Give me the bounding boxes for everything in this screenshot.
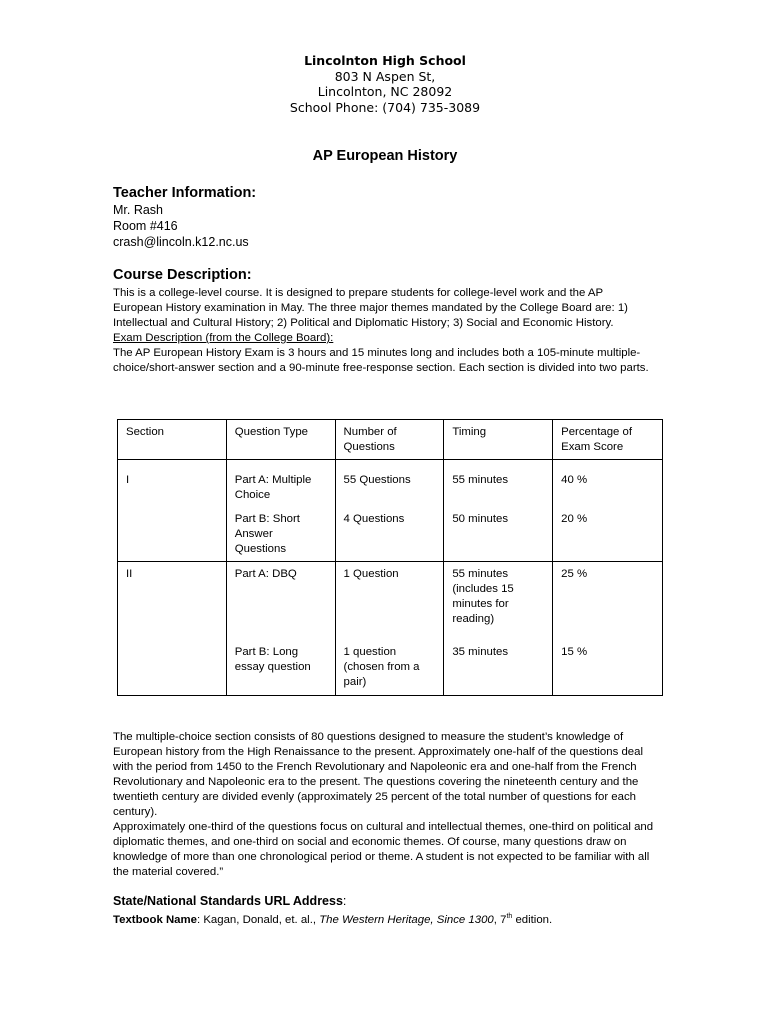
table-cell: 55 minutes (includes 15 minutes for reading) bbox=[444, 562, 553, 632]
table-cell: 1 question (chosen from a pair) bbox=[335, 631, 444, 696]
textbook-colon: : bbox=[196, 913, 204, 926]
course-description-heading: Course Description: bbox=[113, 267, 252, 283]
textbook-title: The Western Heritage, Since 1300 bbox=[319, 913, 494, 926]
teacher-info bbox=[113, 184, 256, 250]
table-row bbox=[118, 631, 663, 696]
school-header bbox=[0, 53, 770, 115]
table-cell: 55 minutes bbox=[444, 460, 553, 508]
mc-paragraph-2: Approximately one-third of the questions focus on cultural and intellectual themes, one-third on political and diplomatic themes, and one-third on social and economic themes. Of course, many questions draw on knowledge of more than one chronological period or theme. A student is not expected to be familiar with all the material covered.” bbox=[113, 821, 654, 878]
table-cell: 40 % bbox=[553, 460, 663, 508]
exam-description-text: The AP European History Exam is 3 hours and 15 minutes long and includes both a 105-minute multiple-choice/short-answer section and a 90-minute free-response section. Each section is divided into two parts. bbox=[113, 347, 649, 374]
table-cell: 50 minutes bbox=[444, 507, 553, 562]
table-cell bbox=[118, 631, 227, 696]
standards-url-label: State/National Standards URL Address bbox=[113, 894, 343, 908]
multiple-choice-description bbox=[113, 730, 658, 880]
textbook-edition-pre: , 7 bbox=[493, 913, 507, 926]
table-cell bbox=[118, 507, 227, 562]
school-name: Lincolnton High School bbox=[304, 53, 466, 68]
teacher-name: Mr. Rash bbox=[113, 203, 164, 217]
textbook-author: Kagan, Donald, et. al., bbox=[203, 913, 320, 926]
textbook-edition-post: edition. bbox=[512, 913, 553, 926]
table-cell: 55 Questions bbox=[335, 460, 444, 508]
school-street: 803 N Aspen St, bbox=[334, 68, 436, 84]
textbook-line bbox=[113, 913, 552, 926]
mc-paragraph-1: The multiple-choice section consists of 80 questions designed to measure the student’s knowledge of European history from the High Renaissance to the present. Approximately one-half of the questions deal with the period from 1450 to the French Revolutionary and Napoleonic era and one-half from the French Revolutionary and Napoleonic era to the present. The questions covering the nineteenth century and the twentieth century are divided evenly (approximately 25 percent of the total number of questions for each century). bbox=[113, 731, 643, 818]
table-cell: Part B: Short Answer Questions bbox=[226, 507, 335, 562]
exam-description-heading: Exam Description (from the College Board): bbox=[113, 332, 334, 344]
table-header-cell: Timing bbox=[444, 420, 553, 460]
standards-colon: : bbox=[342, 894, 347, 908]
course-description bbox=[113, 266, 653, 376]
table-row bbox=[118, 507, 663, 562]
table-cell: Part A: DBQ bbox=[226, 562, 335, 632]
table-cell: 35 minutes bbox=[444, 631, 553, 696]
table-header-cell: Number of Questions bbox=[335, 420, 444, 460]
table-row bbox=[118, 460, 663, 508]
course-description-paragraph: This is a college-level course. It is designed to prepare students for college-level work and the AP European History examination in May. The three major themes mandated by the College Board are: 1) Intellectual and Cultural History; 2) Political and Diplomatic History; 3) Social and Economic History. bbox=[113, 287, 628, 329]
table-cell: 20 % bbox=[553, 507, 663, 562]
standards-url-line bbox=[113, 894, 346, 908]
exam-structure-table bbox=[117, 419, 663, 696]
table-cell: 15 % bbox=[553, 631, 663, 696]
table-cell: I bbox=[118, 460, 227, 508]
table-cell: Part B: Long essay question bbox=[226, 631, 335, 696]
table-cell: 4 Questions bbox=[335, 507, 444, 562]
school-phone: School Phone: (704) 735-3089 bbox=[289, 99, 481, 115]
table-cell: II bbox=[118, 562, 227, 632]
table-header-cell: Percentage of Exam Score bbox=[553, 420, 663, 460]
teacher-heading: Teacher Information: bbox=[113, 185, 257, 201]
table-header-row bbox=[118, 420, 663, 460]
table-cell: 25 % bbox=[553, 562, 663, 632]
school-city: Lincolnton, NC 28092 bbox=[317, 84, 453, 99]
table-row bbox=[118, 562, 663, 632]
teacher-room: Room #416 bbox=[113, 219, 178, 233]
table-cell: Part A: Multiple Choice bbox=[226, 460, 335, 508]
table-header-cell: Section bbox=[118, 420, 227, 460]
teacher-email: crash@lincoln.k12.nc.us bbox=[113, 235, 249, 249]
course-title: AP European History bbox=[312, 148, 458, 164]
textbook-label: Textbook Name bbox=[113, 913, 197, 926]
textbook-edition-sup: th bbox=[506, 913, 513, 920]
table-cell: 1 Question bbox=[335, 562, 444, 632]
table-header-cell: Question Type bbox=[226, 420, 335, 460]
